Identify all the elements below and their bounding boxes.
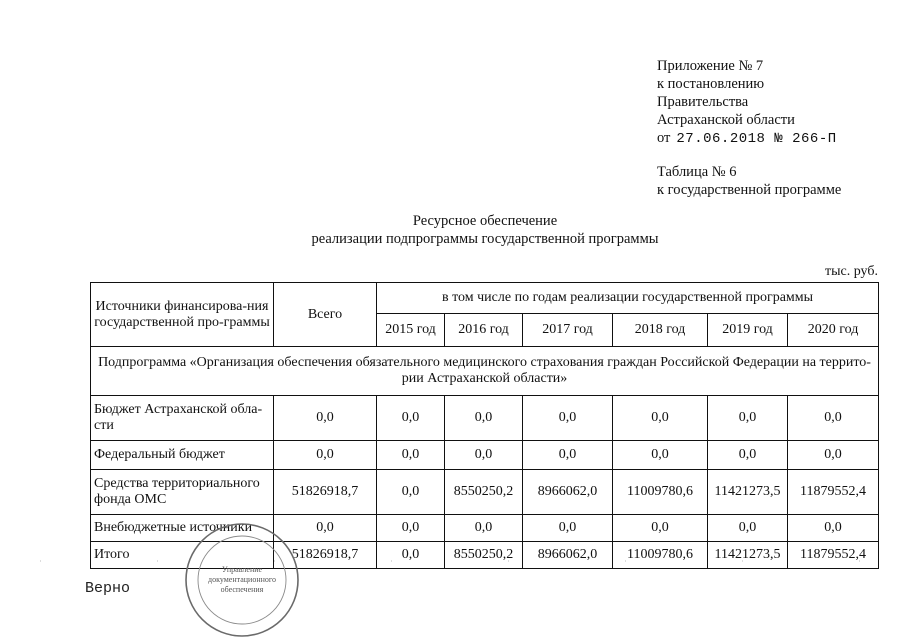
date-prefix: от — [657, 130, 671, 146]
header-year: 2020 год — [788, 314, 879, 347]
row-value: 0,0 — [708, 396, 788, 441]
stamp-line: обеспечения — [220, 585, 264, 594]
table-reference — [657, 163, 841, 199]
resource-table — [90, 282, 879, 569]
row-value: 11421273,5 — [708, 542, 788, 569]
row-total: 51826918,7 — [274, 542, 377, 569]
header-years-group: в том числе по годам реализации государственной программы — [377, 283, 879, 314]
row-value: 0,0 — [445, 441, 523, 470]
row-source: Внебюджетные источники — [91, 515, 274, 542]
row-source: Федеральный бюджет — [91, 441, 274, 470]
table-row — [91, 515, 879, 542]
row-value: 0,0 — [445, 396, 523, 441]
header-year: 2015 год — [377, 314, 445, 347]
row-value: 0,0 — [708, 515, 788, 542]
row-value: 0,0 — [613, 441, 708, 470]
table-row — [91, 396, 879, 441]
row-value: 8966062,0 — [523, 470, 613, 515]
row-source: Бюджет Астраханской обла-сти — [91, 396, 274, 441]
row-value: 0,0 — [377, 396, 445, 441]
appendix-line: Приложение № 7 — [657, 58, 764, 74]
row-value: 0,0 — [523, 441, 613, 470]
header-source: Источники финансирова-ния государственной про-граммы — [91, 283, 274, 347]
row-value: 11879552,4 — [788, 542, 879, 569]
row-value: 0,0 — [613, 396, 708, 441]
table-ref-line: Таблица № 6 — [657, 164, 737, 180]
header-total: Всего — [274, 283, 377, 347]
row-value: 11009780,6 — [613, 470, 708, 515]
stamp-line: Управление — [221, 565, 263, 574]
row-value: 8966062,0 — [523, 542, 613, 569]
row-total: 0,0 — [274, 441, 377, 470]
header-year: 2017 год — [523, 314, 613, 347]
row-value: 11421273,5 — [708, 470, 788, 515]
appendix-line: к постановлению — [657, 76, 765, 92]
row-value: 11009780,6 — [613, 542, 708, 569]
row-value: 0,0 — [377, 515, 445, 542]
row-value: 0,0 — [788, 441, 879, 470]
stamp-line: документационного — [208, 575, 276, 584]
row-value: 0,0 — [708, 441, 788, 470]
row-total: 51826918,7 — [274, 470, 377, 515]
row-value: 0,0 — [445, 515, 523, 542]
appendix-line: Астраханской области — [657, 112, 795, 128]
row-total: 0,0 — [274, 396, 377, 441]
date-typed: 27.06.2018 № 266-П — [676, 131, 837, 147]
verno-mark: Верно — [85, 580, 131, 597]
row-value: 0,0 — [788, 515, 879, 542]
row-source: Итого — [91, 542, 274, 569]
subprogram-title: Подпрограмма «Организация обеспечения обязательного медицинского страхования граждан Российской Федерации на террито-рии Астраханской области» — [91, 347, 879, 396]
row-value: 0,0 — [377, 441, 445, 470]
title-line-2: реализации подпрограммы государственной программы — [311, 231, 659, 247]
row-total: 0,0 — [274, 515, 377, 542]
document-title — [290, 212, 680, 248]
row-value: 0,0 — [523, 396, 613, 441]
subprogram-row — [91, 347, 879, 396]
row-value: 0,0 — [377, 470, 445, 515]
header-year: 2019 год — [708, 314, 788, 347]
table-ref-line: к государственной программе — [657, 182, 842, 198]
row-value: 0,0 — [377, 542, 445, 569]
row-value: 8550250,2 — [445, 542, 523, 569]
header-row — [91, 283, 879, 314]
appendix-block — [657, 57, 837, 148]
row-value: 11879552,4 — [788, 470, 879, 515]
table-row — [91, 441, 879, 470]
row-value: 0,0 — [523, 515, 613, 542]
row-value: 0,0 — [788, 396, 879, 441]
header-year: 2016 год — [445, 314, 523, 347]
table-row-total — [91, 542, 879, 569]
header-year: 2018 год — [613, 314, 708, 347]
resolution-date — [657, 129, 837, 148]
appendix-line: Правительства — [657, 94, 749, 110]
row-source: Средства территориального фонда ОМС — [91, 470, 274, 515]
row-value: 8550250,2 — [445, 470, 523, 515]
table-row — [91, 470, 879, 515]
row-value: 0,0 — [613, 515, 708, 542]
title-line-1: Ресурсное обеспечение — [412, 213, 558, 229]
units-label: тыс. руб. — [825, 264, 878, 279]
